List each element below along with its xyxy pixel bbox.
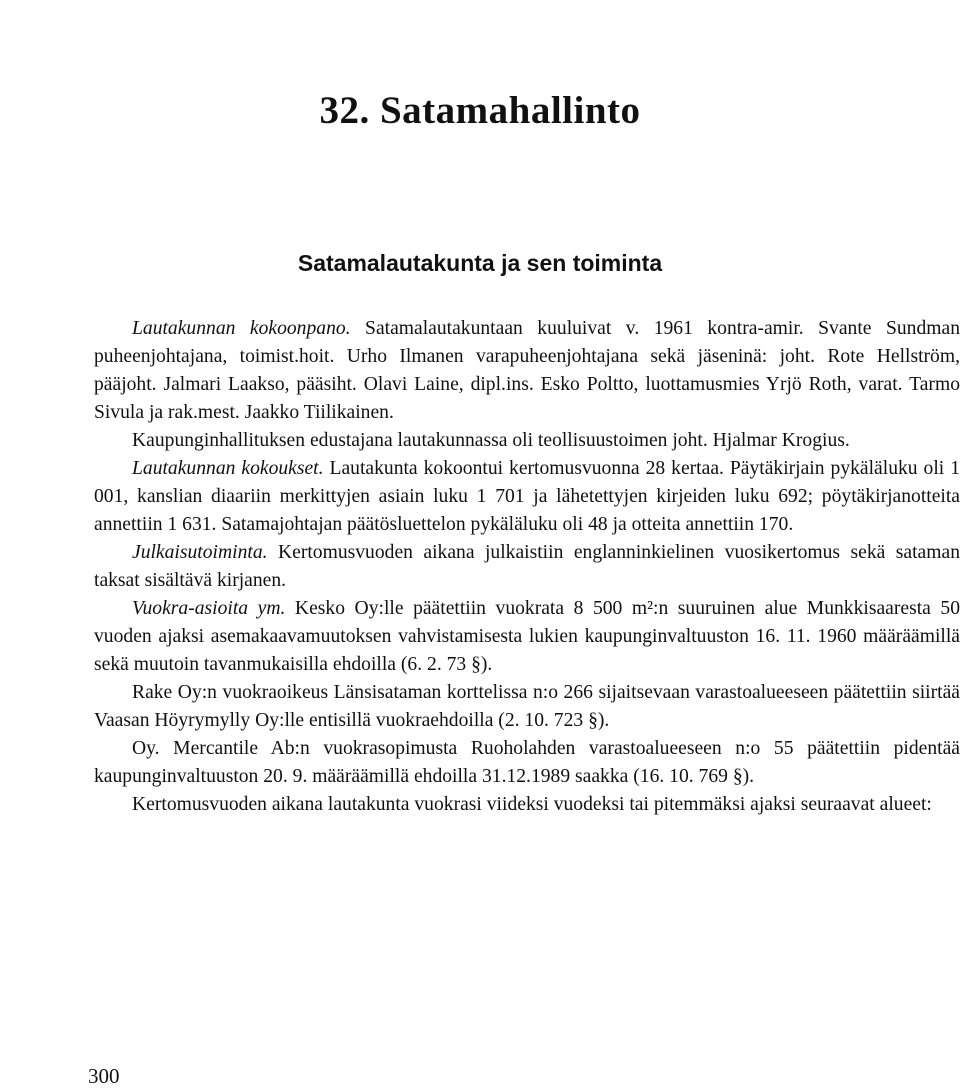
paragraph-text: Rake Oy:n vuokraoikeus Länsisataman korttelissa n:o 266 sijaitsevaan varastoalueeseen päätettiin siirtää Vaasan Höyrymylly Oy:lle entisillä vuokraehdoilla (2. 10. 723 §). (94, 682, 960, 731)
paragraph-edustaja (94, 427, 960, 455)
paragraph-rake (94, 679, 960, 735)
paragraph-kokoonpano (94, 315, 960, 427)
paragraph-text: Satamalautakuntaan kuuluivat v. 1961 kontra-amir. Svante Sundman puheenjohtajana, toimist.hoit. Urho Ilmanen varapuheenjohtajana sekä jäseninä: joht. Rote Hellström, pääjoht. Jalmari Laakso, pääsiht. Olavi Laine, dipl.ins. Esko Poltto, luottamusmies Yrjö Roth, varat. Tarmo Sivula ja rak.mest. Jaakko Tiilikainen. (94, 318, 960, 423)
paragraph-lead: Lautakunnan kokoukset. (132, 458, 324, 479)
body-text (94, 315, 960, 819)
paragraph-vuokrasi (94, 791, 960, 819)
paragraph-text: Kesko Oy:lle päätettiin vuokrata 8 500 m²:n suuruinen alue Munkkisaaresta 50 vuoden ajaksi asemakaavamuutoksen vahvistamisesta lukien kaupunginvaltuuston 16. 11. 1960 määräämillä sekä muutoin tavanmukaisilla ehdoilla (6. 2. 73 §). (94, 598, 960, 675)
paragraph-text: Kertomusvuoden aikana lautakunta vuokrasi viideksi vuodeksi tai pitemmäksi ajaksi seuraavat alueet: (132, 794, 932, 815)
paragraph-lead: Lautakunnan kokoonpano. (132, 318, 351, 339)
paragraph-lead: Vuokra-asioita ym. (132, 598, 286, 619)
paragraph-text: Oy. Mercantile Ab:n vuokrasopimusta Ruoholahden varastoalueeseen n:o 55 päätettiin pidentää kaupunginvaltuuston 20. 9. määräämillä ehdoilla 31.12.1989 saakka (16. 10. 769 §). (94, 738, 960, 787)
paragraph-vuokra-asioita (94, 595, 960, 679)
section-title: Satamalautakunta ja sen toiminta (297, 250, 663, 276)
paragraph-lead: Julkaisutoiminta. (132, 542, 268, 563)
paragraph-text: Kaupunginhallituksen edustajana lautakunnassa oli teollisuustoimen joht. Hjalmar Krogius. (132, 430, 850, 451)
page-number: 300 (88, 1064, 120, 1088)
paragraph-mercantile (94, 735, 960, 791)
chapter-title: 32. Satamahallinto (319, 89, 641, 132)
paragraph-kokoukset (94, 455, 960, 539)
paragraph-julkaisutoiminta (94, 539, 960, 595)
paragraph-text: Kertomusvuoden aikana julkaistiin englanninkielinen vuosikertomus sekä sataman taksat sisältävä kirjanen. (94, 542, 960, 591)
paragraph-text: Lautakunta kokoontui kertomusvuonna 28 kertaa. Päytäkirjain pykäläluku oli 1 001, kanslian diaariin merkittyjen asiain luku 1 701 ja lähetettyjen kirjeiden luku 692; pöytäkirjanotteita annettiin 1 631. Satamajohtajan päätösluettelon pykäläluku oli 48 ja otteita annettiin 170. (94, 458, 960, 535)
